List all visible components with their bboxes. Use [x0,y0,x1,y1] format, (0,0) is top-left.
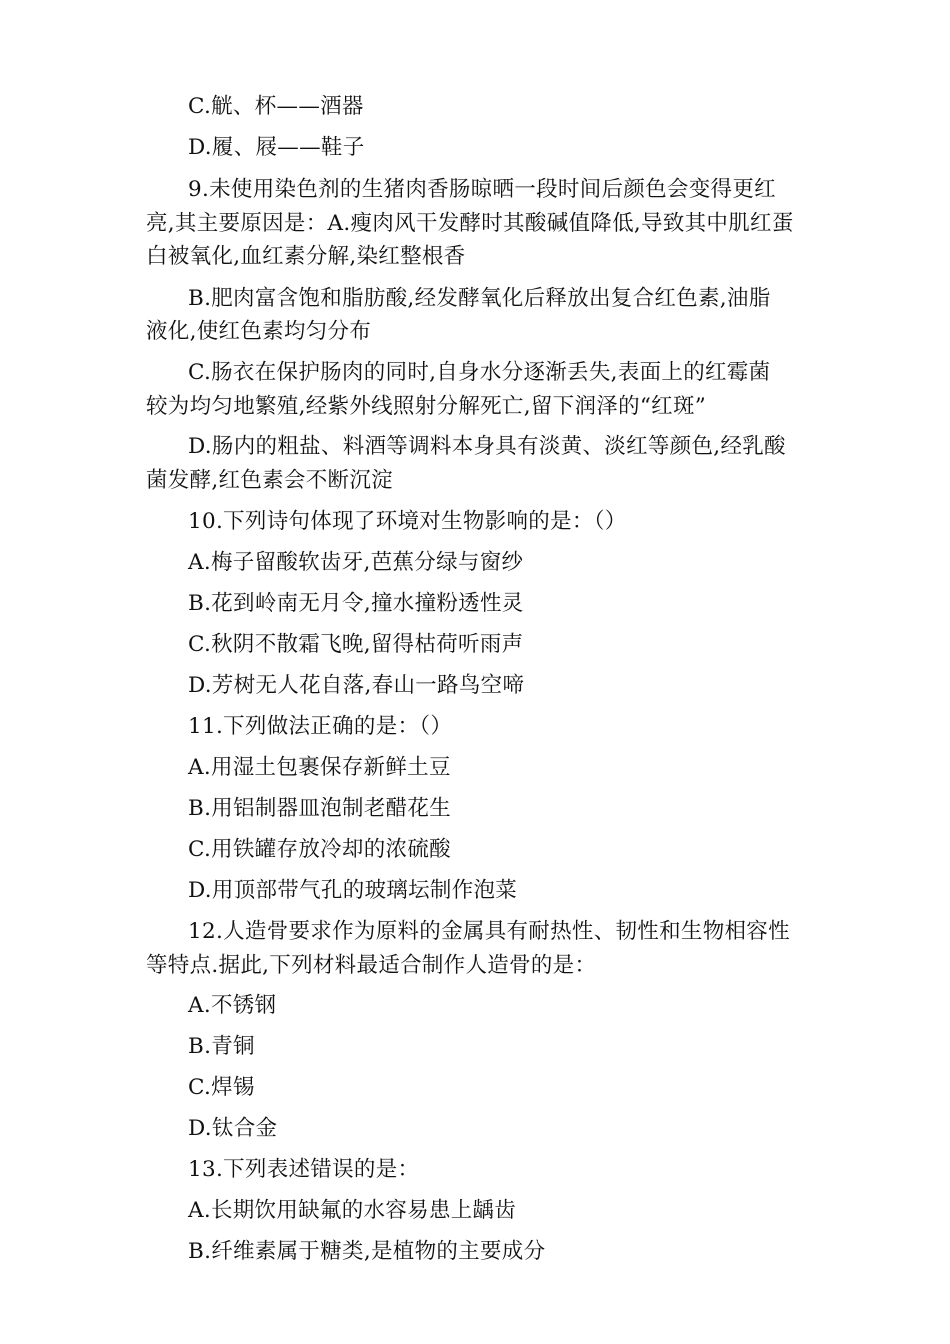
option-d-q10: D.芳树无人花自落,春山一路鸟空啼 [188,673,525,698]
question-11-stem: 11.下列做法正确的是：（） [188,714,453,739]
option-b-q10: B.花到岭南无月令,撞水撞粉透性灵 [188,591,524,616]
option-d-q8: D.履、屐——鞋子 [188,135,365,160]
option-b-q12: B.青铜 [188,1034,255,1059]
option-d-q9: D.肠内的粗盐、料酒等调料本身具有淡黄、淡红等颜色,经乳酸 [188,434,786,459]
option-c-q8: C.觥、杯——酒器 [188,94,364,119]
option-a-q12: A.不锈钢 [188,993,277,1018]
option-c-q10: C.秋阴不散霜飞晚,留得枯荷听雨声 [188,632,524,657]
option-a-q10: A.梅子留酸软齿牙,芭蕉分绿与窗纱 [188,550,524,575]
option-d-q9-cont: 菌发酵,红色素会不断沉淀 [146,468,393,493]
option-a-q11: A.用湿土包裹保存新鲜土豆 [188,755,451,780]
question-9-stem: 9.未使用染色剂的生猪肉香肠晾晒一段时间后颜色会变得更红 [188,177,776,202]
option-b-q11: B.用铝制器皿泡制老醋花生 [188,796,452,821]
option-c-q11: C.用铁罐存放冷却的浓硫酸 [188,837,451,862]
question-12-stem: 12.人造骨要求作为原料的金属具有耐热性、韧性和生物相容性 [188,919,790,944]
option-b-q9-cont: 液化,使红色素均匀分布 [146,319,372,344]
question-13-stem: 13.下列表述错误的是： [188,1157,420,1182]
option-a-q13: A.长期饮用缺氟的水容易患上龋齿 [188,1198,517,1223]
option-d-q11: D.用顶部带气孔的玻璃坛制作泡菜 [188,878,518,903]
question-12-stem-cont: 等特点.据此,下列材料最适合制作人造骨的是： [146,953,597,978]
question-9-option-a-cont: 白被氧化,血红素分解,染红整根香 [146,244,466,269]
option-c-q12: C.焊锡 [188,1075,255,1100]
option-b-q13: B.纤维素属于糖类,是植物的主要成分 [188,1239,546,1264]
question-9-stem-cont: 亮,其主要原因是：A.瘦肉风干发酵时其酸碱值降低,导致其中肌红蛋 [146,211,794,236]
option-d-q12: D.钛合金 [188,1116,278,1141]
option-c-q9-cont: 较为均匀地繁殖,经紫外线照射分解死亡,留下润泽的“红斑” [146,394,707,419]
question-10-stem: 10.下列诗句体现了环境对生物影响的是：（） [188,509,627,534]
option-b-q9: B.肥肉富含饱和脂肪酸,经发酵氧化后释放出复合红色素,油脂 [188,286,771,311]
option-c-q9: C.肠衣在保护肠肉的同时,自身水分逐渐丢失,表面上的红霉菌 [188,360,771,385]
